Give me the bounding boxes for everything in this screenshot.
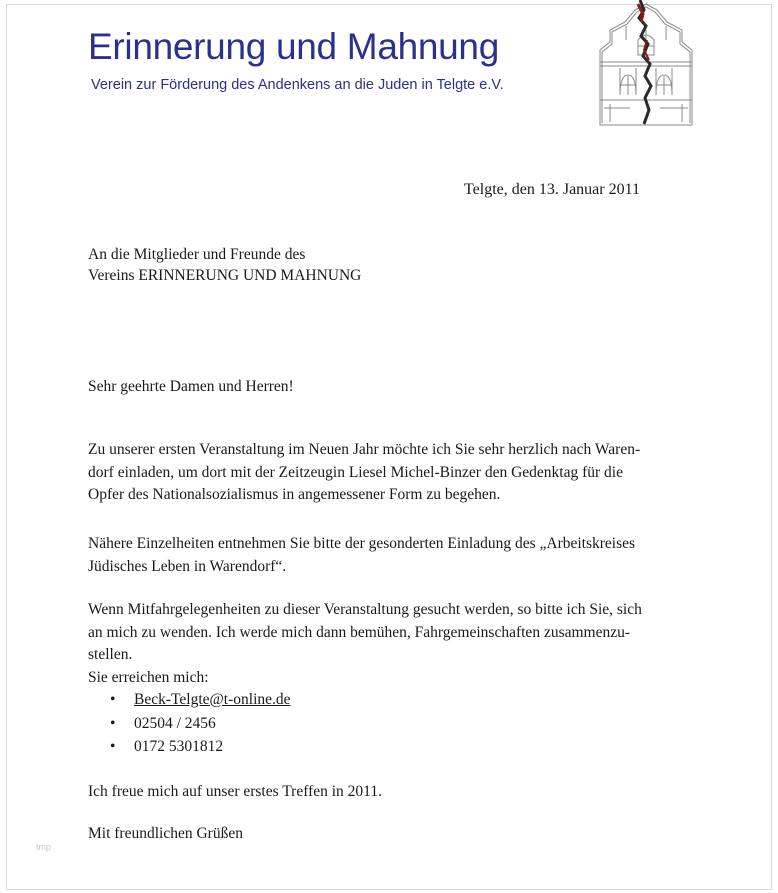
letterhead-subtitle: Verein zur Förderung des Andenkens an die Juden in Telgte e.V. (91, 77, 504, 93)
email-link[interactable]: Beck-Telgte@t-online.de (134, 691, 291, 708)
text-line: an mich zu wenden. Ich werde mich dann bemühen, Fahrgemeinschaften zusammenzu- (88, 623, 631, 641)
date-line: Telgte, den 13. Januar 2011 (464, 181, 641, 198)
recipient-line: An die Mitglieder und Freunde des (88, 246, 306, 263)
watermark-text: tmp (36, 842, 52, 852)
text-line: dorf einladen, um dort mit der Zeitzeugin Liesel Michel-Binzer den Gedenktag für die (88, 463, 623, 481)
paragraph-invitation (88, 439, 640, 507)
bullet-icon: • (110, 714, 116, 732)
text-line: Nähere Einzelheiten entnehmen Sie bitte der gesonderten Einladung des „Arbeitskreises (88, 535, 636, 552)
phone-number: 02504 / 2456 (134, 714, 216, 732)
text-line: Zu unserer ersten Veranstaltung im Neuen Jahr möchte ich Sie sehr herzlich nach Waren- (88, 441, 641, 458)
salutation: Sehr geehrte Damen und Herren! (88, 378, 294, 395)
synagogue-sketch-icon (590, 0, 702, 130)
text-line: Jüdisches Leben in Warendorf“. (88, 557, 287, 575)
paragraph-details (88, 533, 635, 578)
contact-item-email (88, 688, 291, 712)
text-line: stellen. (88, 646, 133, 663)
letterhead-title: Erinnerung und Mahnung (88, 26, 499, 67)
contact-item-mobile (88, 735, 291, 759)
recipient-block (88, 244, 361, 286)
text-line: Sie erreichen mich: (88, 668, 209, 686)
mobile-number: 0172 5301812 (134, 738, 224, 755)
paragraph-carpool (88, 599, 642, 689)
contact-item-phone (88, 712, 291, 736)
closing-greeting: Mit freundlichen Grüßen (88, 825, 243, 842)
recipient-line: Vereins ERINNERUNG UND MAHNUNG (88, 267, 362, 284)
bullet-icon: • (110, 738, 116, 755)
text-line: Wenn Mitfahrgelegenheiten zu dieser Veranstaltung gesucht werden, so bitte ich Sie, sich (88, 601, 642, 618)
bullet-icon: • (110, 691, 116, 708)
closing-line: Ich freue mich auf unser erstes Treffen in 2011. (88, 783, 382, 800)
text-line: Opfer des Nationalsozialismus in angemessener Form zu begehen. (88, 486, 501, 503)
contact-list (88, 688, 291, 759)
